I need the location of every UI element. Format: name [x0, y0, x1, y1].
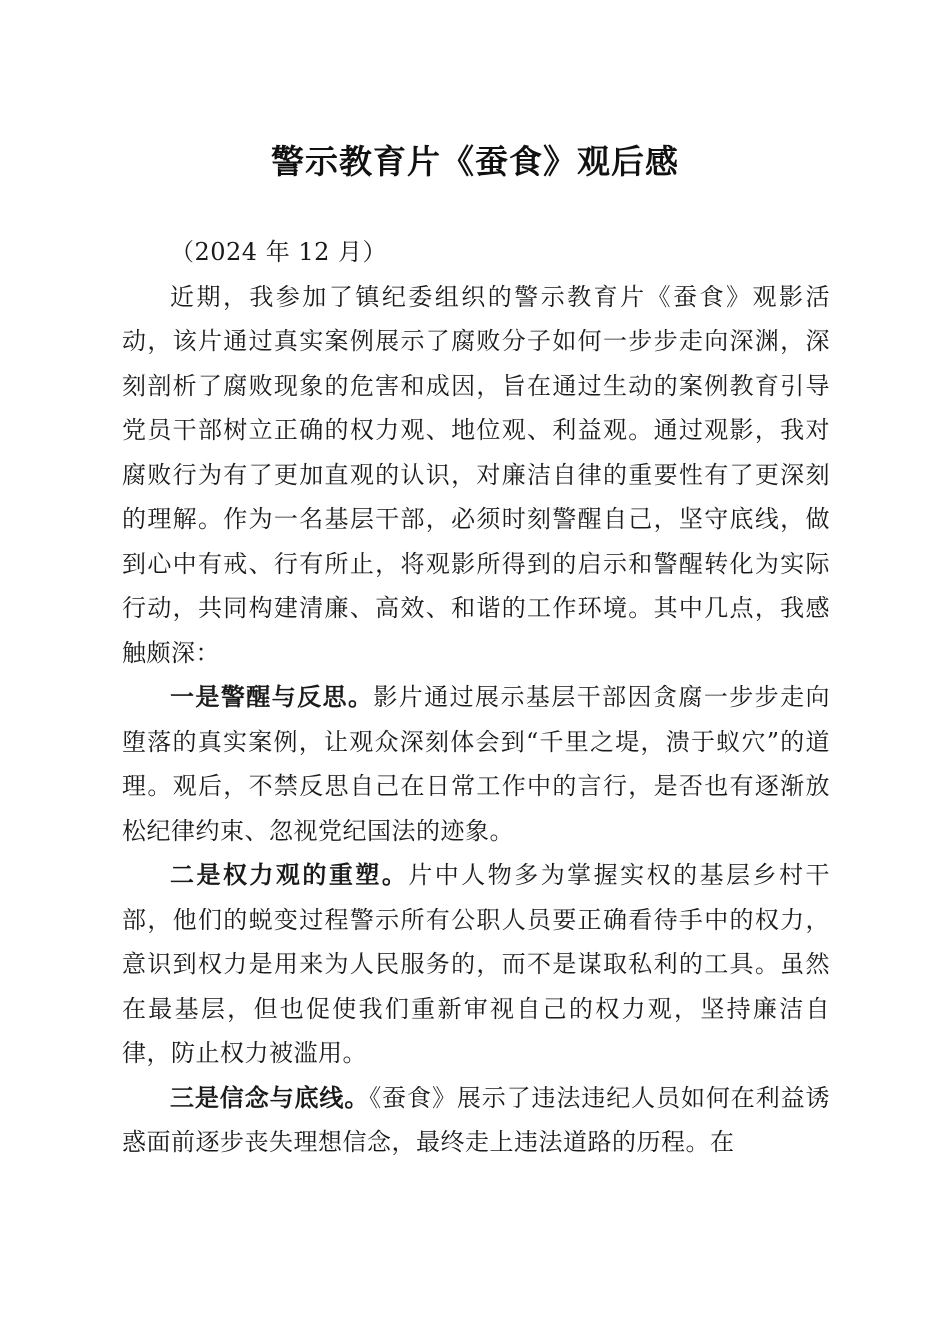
point-text: 影片通过展示基层干部因贪腐一步步走向堕落的真实案例，让观众深刻体会到“千里之堤，溃于蚁穴”的道理。观后，不禁反思自己在日常工作中的言行，是否也有逐渐放松纪律约束、忽视党纪国法的迹象。	[122, 683, 830, 845]
document-date: （2024 年 12 月）	[170, 238, 388, 266]
point-heading: 一是警醒与反思。	[170, 682, 374, 711]
point-paragraph-2	[122, 853, 830, 1076]
document-body	[122, 230, 830, 1165]
point-heading: 二是权力观的重塑。	[170, 860, 409, 889]
point-text: 《蚕食》展示了违法违纪人员如何在利益诱惑面前逐步丧失理想信念，最终走上违法道路的历程。在	[122, 1083, 831, 1156]
point-text: 片中人物多为掌握实权的基层乡村干部，他们的蜕变过程警示所有公职人员要正确看待手中的权力，意识到权力是用来为人民服务的，而不是谋取私利的工具。虽然在最基层，但也促使我们重新审视自己的权力观，坚持廉洁自律，防止权力被滥用。	[122, 861, 830, 1067]
point-paragraph-3	[122, 1076, 830, 1165]
document-title: 警示教育片《蚕食》观后感	[271, 142, 679, 181]
intro-paragraph: 近期，我参加了镇纪委组织的警示教育片《蚕食》观影活动，该片通过真实案例展示了腐败分子如何一步步走向深渊，深刻剖析了腐败现象的危害和成因，旨在通过生动的案例教育引导党员干部树立正确的权力观、地位观、利益观。通过观影，我对腐败行为有了更加直观的认识，对廉洁自律的重要性有了更深刻的理解。作为一名基层干部，必须时刻警醒自己，坚守底线，做到心中有戒、行有所止，将观影所得到的启示和警醒转化为实际行动，共同构建清廉、高效、和谐的工作环境。其中几点，我感触颇深：	[122, 282, 830, 667]
point-heading: 三是信念与底线。	[170, 1082, 370, 1112]
point-paragraph-1	[122, 675, 830, 853]
